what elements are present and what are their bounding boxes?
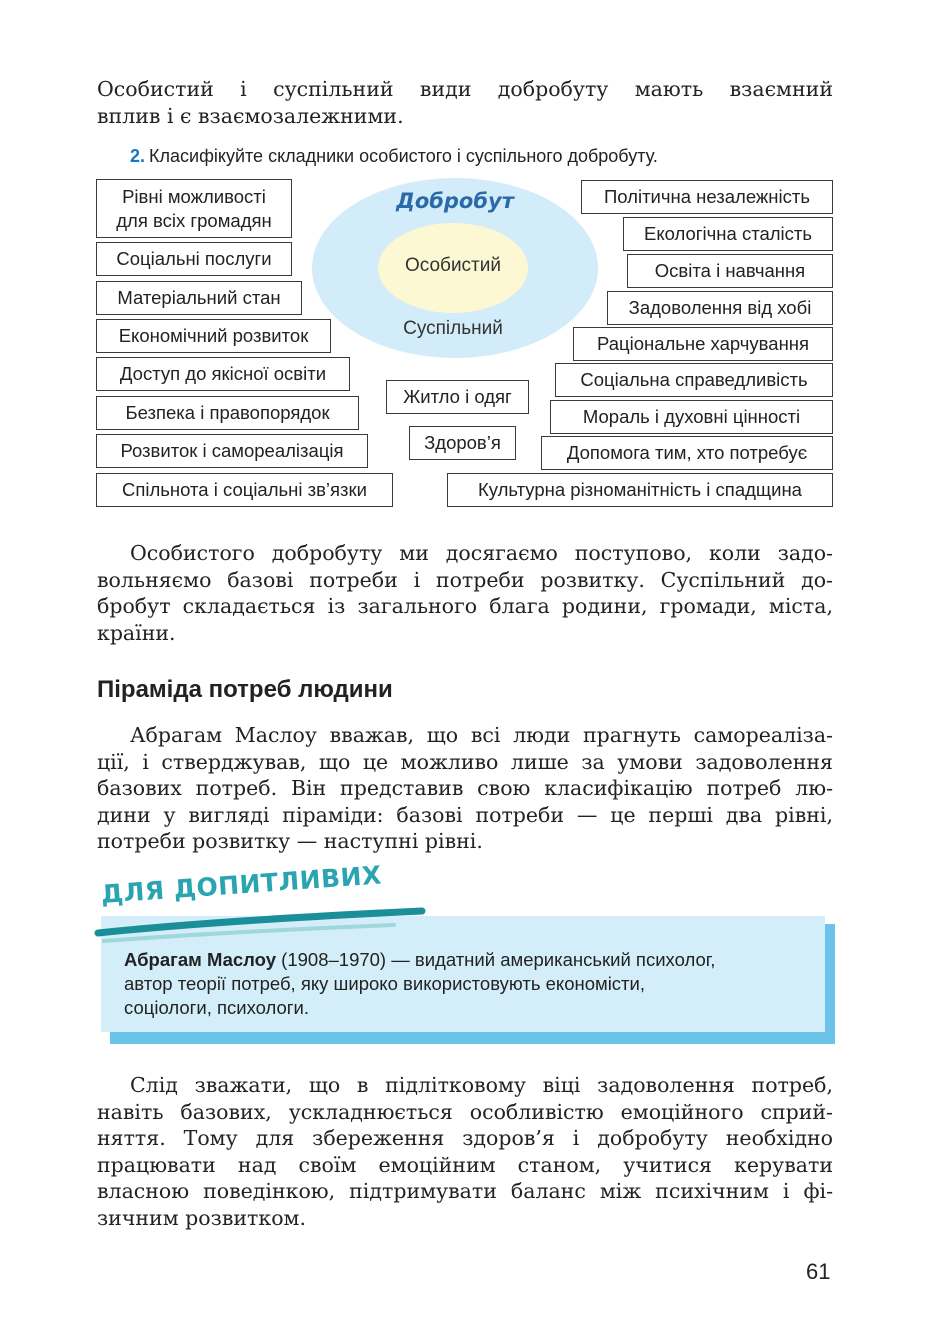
task-text: Класифікуйте складники особистого і суспільного добробуту. xyxy=(149,146,658,166)
component-card[interactable]: Культурна різноманітність і спадщина xyxy=(447,473,833,507)
body-paragraph xyxy=(97,722,833,855)
component-card[interactable]: Задоволення від хобі xyxy=(607,291,833,325)
component-card[interactable]: Соціальні послуги xyxy=(96,242,292,276)
component-card[interactable]: Доступ до якісної освіти xyxy=(96,357,350,391)
text-line: ції, і стверджував, що це можливо лише за умови задоволення xyxy=(97,749,833,774)
social-label: Суспільний xyxy=(403,318,503,339)
callout-name: Абрагам Маслоу xyxy=(124,949,277,970)
text-line: власною поведінкою, підтримувати баланс між психічним і фі- xyxy=(97,1179,833,1203)
callout-line: (1908–1970) — видатний американський психолог, xyxy=(276,949,716,970)
component-card[interactable]: Матеріальний стан xyxy=(96,281,302,315)
text-line: Особистий і суспільний види добробуту мають взаємний xyxy=(97,77,833,101)
text-line: працювати над своїм емоційним станом, учитися керувати xyxy=(97,1152,833,1177)
callout-underline xyxy=(94,905,429,945)
callout-line: соціологи, психологи. xyxy=(124,997,310,1018)
component-card[interactable]: Соціальна справедливість xyxy=(555,363,833,397)
component-card[interactable]: Допомога тим, хто потребує xyxy=(541,436,833,470)
text-line: країни. xyxy=(97,620,176,645)
component-card[interactable]: Екологічна сталість xyxy=(623,217,833,251)
component-card[interactable]: Політична незалежність xyxy=(581,180,833,214)
text-line: Особистого добробуту ми досягаємо поступово, коли задо- xyxy=(130,541,833,565)
component-card[interactable]: Спільнота і соціальні зв’язки xyxy=(96,473,393,507)
body-paragraph xyxy=(97,540,833,646)
card-label-line: Рівні можливості xyxy=(122,185,266,207)
text-line: навіть базових, ускладнюється особливістю емоційного сприй- xyxy=(97,1099,833,1124)
diagram-title: Добробут xyxy=(396,189,514,213)
text-line: Абрагам Маслоу вважав, що всі люди прагнуть самореаліза- xyxy=(130,723,833,747)
body-paragraph xyxy=(97,1072,833,1231)
task-number: 2. xyxy=(130,146,146,166)
section-heading: Піраміда потреб людини xyxy=(97,676,393,703)
task-prompt xyxy=(130,146,658,167)
component-card[interactable]: Мораль і духовні цінності xyxy=(550,400,833,434)
component-card[interactable]: Раціональне харчування xyxy=(573,327,833,361)
text-line: Слід зважати, що в підлітковому віці задоволення потреб, xyxy=(130,1073,833,1097)
personal-label: Особистий xyxy=(405,255,501,276)
component-card[interactable]: Освіта і навчання xyxy=(627,254,833,288)
card-label-line: для всіх громадян xyxy=(116,209,272,231)
text-line: вплив і є взаємозалежними. xyxy=(97,103,404,128)
component-card[interactable]: Житло і одяг xyxy=(386,380,529,414)
text-line: зичним розвитком. xyxy=(97,1205,306,1230)
text-line: бробут складається із загального блага родини, громади, міста, xyxy=(97,594,833,618)
page-number: 61 xyxy=(806,1259,831,1284)
text-line: базових потреб. Він представив свою класифікацію потреб лю- xyxy=(97,776,833,800)
text-line: дини у вигляді піраміди: базові потреби — це перші два рівні, xyxy=(97,802,833,827)
text-line: вольняємо базові потреби і потреби розвитку. Суспільний до- xyxy=(97,567,833,592)
callout-title: ДЛЯ ДОПИТЛИВИХ xyxy=(99,860,383,909)
component-card[interactable]: Безпека і правопорядок xyxy=(96,396,359,430)
callout-text xyxy=(124,948,814,1020)
component-card[interactable]: Розвиток і самореалізація xyxy=(96,434,368,468)
intro-paragraph xyxy=(97,76,833,129)
component-card[interactable]: Економічний розвиток xyxy=(96,319,331,353)
component-card[interactable] xyxy=(96,179,292,238)
callout-line: автор теорії потреб, яку широко використовують економісти, xyxy=(124,973,646,994)
text-line: няття. Тому для збереження здоров’я і добробуту необхідно xyxy=(97,1126,833,1150)
component-card[interactable]: Здоров’я xyxy=(409,426,516,460)
text-line: потреби розвитку — наступні рівні. xyxy=(97,829,483,853)
